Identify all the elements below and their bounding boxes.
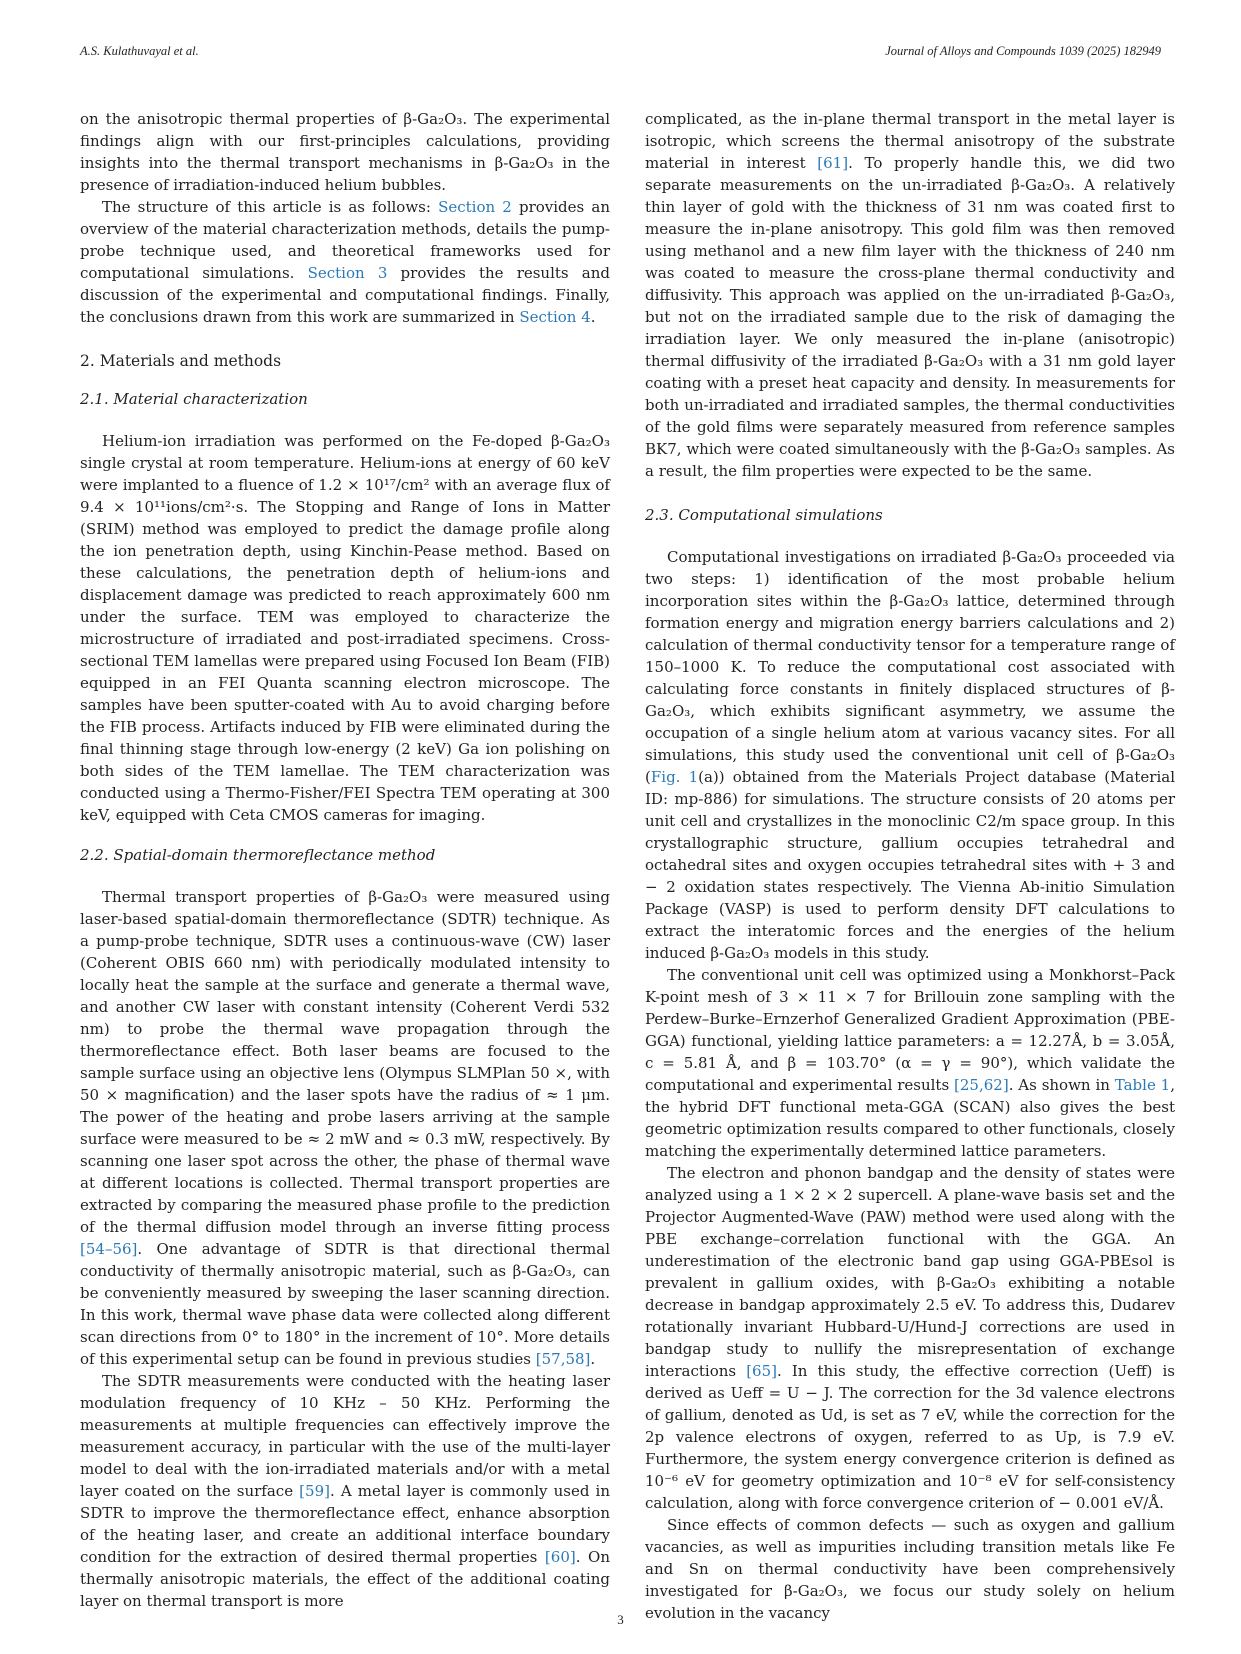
citation-link[interactable]: [65] (746, 1362, 777, 1380)
running-header-authors: A.S. Kulathuvayal et al. (80, 44, 199, 58)
citation-link[interactable]: [61] (817, 154, 849, 172)
paragraph: Since effects of common defects — such as oxygen and gallium vacancies, as well as impurities including transition metals like Fe and Sn on thermal conductivity have been comprehensively investigated for β-Ga₂O₃, we focus our study solely on helium evolution in the vacancy (645, 1516, 1175, 1622)
section-link[interactable]: Section 4 (519, 308, 591, 326)
paragraph: on the anisotropic thermal properties of β-Ga₂O₃. The experimental findings align with our first-principles calculations, providing insights into the thermal transport mechanisms in β-Ga₂O₃ in the presence of irradiation-induced helium bubbles. (80, 110, 610, 194)
section-heading: 2. Materials and methods (80, 352, 282, 370)
right-column (645, 108, 1175, 1624)
paragraph: Computational investigations on irradiated β-Ga₂O₃ proceeded via two steps: 1) identification of the most probable helium incorporation sites within the β-Ga₂O₃ lattice, determined through formation energy and migration energy barriers calculations and 2) calculation of thermal conductivity tensor for a temperature range of 150–1000 K. To reduce the computational cost associated with calculating force constants in finitely displaced structures of β-Ga₂O₃, which exhibits significant asymmetry, we assume the occupation of a single helium atom at various vacancy sites. For all simulations, this study used the conventional unit cell of β-Ga₂O₃ (Fig. 1(a)) obtained from the Materials Project database (Material ID: mp-886) for simulations. The structure consists of 20 atoms per unit cell and crystallizes in the monoclinic C2/m space group. In this crystallographic structure, gallium occupies tetrahedral and octahedral sites and oxygen occupies tetrahedral sites with + 3 and − 2 oxidation states respectively. The Vienna Ab-initio Simulation Package (VASP) is used to perform density DFT calculations to extract the interatomic forces and the energies of the helium induced β-Ga₂O₃ models in this study. (645, 548, 1175, 962)
paragraph: The structure of this article is as follows: Section 2 provides an overview of the material characterization methods, details the pump-probe technique used, and theoretical frameworks used for computational simulations. Section 3 provides the results and discussion of the experimental and computational findings. Finally, the conclusions drawn from this work are summarized in Section 4. (80, 198, 610, 326)
paragraph: complicated, as the in-plane thermal transport in the metal layer is isotropic, which screens the thermal anisotropy of the substrate material in interest [61]. To properly handle this, we did two separate measurements on the un-irradiated β-Ga₂O₃. A relatively thin layer of gold with the thickness of 31 nm was coated first to measure the in-plane anisotropy. This gold film was then removed using methanol and a new film layer with the thickness of 240 nm was coated to measure the cross-plane thermal conductivity and diffusivity. This approach was applied on the un-irradiated β-Ga₂O₃, but not on the irradiated sample due to the risk of damaging the irradiation layer. We only measured the in-plane (anisotropic) thermal diffusivity of the irradiated β-Ga₂O₃ with a 31 nm gold layer coating with a preset heat capacity and density. In measurements for both un-irradiated and irradiated samples, the thermal conductivities of the gold films were separately measured from reference samples BK7, which were coated simultaneously with the β-Ga₂O₃ samples. As a result, the film properties were expected to be the same. (645, 110, 1175, 480)
subsection-heading: 2.2. Spatial-domain thermoreflectance method (80, 846, 436, 864)
table-link[interactable]: Table 1 (1114, 1076, 1171, 1094)
subsection-heading: 2.3. Computational simulations (645, 506, 883, 524)
subsection-heading: 2.1. Material characterization (80, 390, 308, 408)
citation-link[interactable]: [57,58] (535, 1350, 591, 1368)
figure-link[interactable]: Fig. 1 (650, 768, 699, 786)
citation-link[interactable]: [54–56] (80, 1240, 138, 1258)
citation-link[interactable]: [25,62] (954, 1076, 1009, 1094)
paragraph: Thermal transport properties of β-Ga₂O₃ were measured using laser-based spatial-domain thermoreflectance (SDTR) technique. As a pump-probe technique, SDTR uses a continuous-wave (CW) laser (Coherent OBIS 660 nm) with periodically modulated intensity to locally heat the sample at the surface and generate a thermal wave, and another CW laser with constant intensity (Coherent Verdi 532 nm) to probe the thermal wave propagation through the thermoreflectance effect. Both laser beams are focused to the sample surface using an objective lens (Olympus SLMPlan 50 ×, with 50 × magnification) and the laser spots have the radius of ≈ 1 μm. The power of the heating and probe lasers arriving at the sample surface were measured to be ≈ 2 mW and ≈ 0.3 mW, respectively. By scanning one laser spot across the other, the phase of thermal wave at different locations is collected. Thermal transport properties are extracted by comparing the measured phase profile to the prediction of the thermal diffusion model through an inverse fitting process [54–56]. One advantage of SDTR is that directional thermal conductivity of thermally anisotropic material, such as β-Ga₂O₃, can be conveniently measured by sweeping the laser scanning direction. In this work, thermal wave phase data were collected along different scan directions from 0° to 180° in the increment of 10°. More details of this experimental setup can be found in previous studies [57,58]. (80, 888, 610, 1368)
section-link[interactable]: Section 3 (307, 264, 388, 282)
paragraph: Helium-ion irradiation was performed on the Fe-doped β-Ga₂O₃ single crystal at room temperature. Helium-ions at energy of 60 keV were implanted to a fluence of 1.2 × 10¹⁷/cm² with an average flux of 9.4 × 10¹¹ions/cm²·s. The Stopping and Range of Ions in Matter (SRIM) method was employed to predict the damage profile along the ion penetration depth, using Kinchin-Pease method. Based on these calculations, the penetration depth of helium-ions and displacement damage was predicted to reach approximately 600 nm under the surface. TEM was employed to characterize the microstructure of irradiated and post-irradiated specimens. Cross-sectional TEM lamellas were prepared using Focused Ion Beam (FIB) equipped in an FEI Quanta scanning electron microscope. The samples have been sputter-coated with Au to avoid charging before the FIB process. Artifacts induced by FIB were eliminated during the final thinning stage through low-energy (2 keV) Ga ion polishing on both sides of the TEM lamellae. The TEM characterization was conducted using a Thermo-Fisher/FEI Spectra TEM operating at 300 keV, equipped with Ceta CMOS cameras for imaging. (80, 432, 610, 824)
page-number: 3 (617, 1612, 624, 1627)
paragraph: The electron and phonon bandgap and the density of states were analyzed using a 1 × 2 × 2 supercell. A plane-wave basis set and the Projector Augmented-Wave (PAW) method were used along with the PBE exchange–correlation functional with the GGA. An underestimation of the electronic band gap using GGA-PBEsol is prevalent in gallium oxides, with β-Ga₂O₃ exhibiting a notable decrease in bandgap approximately 2.5 eV. To address this, Dudarev rotationally invariant Hubbard-U/Hund-J corrections are used in bandgap study to nullify the misrepresentation of exchange interactions [65]. In this study, the effective correction (Ueff) is derived as Ueff = U − J. The correction for the 3d valence electrons of gallium, denoted as Ud, is set as 7 eV, while the correction for the 2p valence electrons of oxygen, referred to as Up, is 7.9 eV. Furthermore, the system energy convergence criterion is defined as 10⁻⁶ eV for geometry optimization and 10⁻⁸ eV for self-consistency calculation, along with force convergence criterion of − 0.001 eV/Å. (645, 1164, 1175, 1512)
paragraph: The SDTR measurements were conducted with the heating laser modulation frequency of 10 KHz – 50 KHz. Performing the measurements at multiple frequencies can effectively improve the measurement accuracy, in particular with the use of the multi-layer model to deal with the ion-irradiated materials and/or with a metal layer coated on the surface [59]. A metal layer is commonly used in SDTR to improve the thermoreflectance effect, enhance absorption of the heating laser, and create an additional interface boundary condition for the extraction of desired thermal properties [60]. On thermally anisotropic materials, the effect of the additional coating layer on thermal transport is more (80, 1372, 610, 1610)
left-column (80, 108, 610, 1612)
section-link[interactable]: Section 2 (438, 198, 512, 216)
citation-link[interactable]: [59] (299, 1482, 330, 1500)
running-header-journal: Journal of Alloys and Compounds 1039 (2025) 182949 (885, 44, 1161, 58)
paragraph: The conventional unit cell was optimized using a Monkhorst–Pack K-point mesh of 3 × 11 × 7 for Brillouin zone sampling with the Perdew–Burke–Ernzerhof Generalized Gradient Approximation (PBE-GGA) functional, yielding lattice parameters: a = 12.27Å, b = 3.05Å, c = 5.81 Å, and β = 103.70° (α = γ = 90°), which validate the computational and experimental results [25,62]. As shown in Table 1, the hybrid DFT functional meta-GGA (SCAN) also gives the best geometric optimization results compared to other functionals, closely matching the experimentally determined lattice parameters. (645, 966, 1176, 1160)
citation-link[interactable]: [60] (544, 1548, 576, 1566)
